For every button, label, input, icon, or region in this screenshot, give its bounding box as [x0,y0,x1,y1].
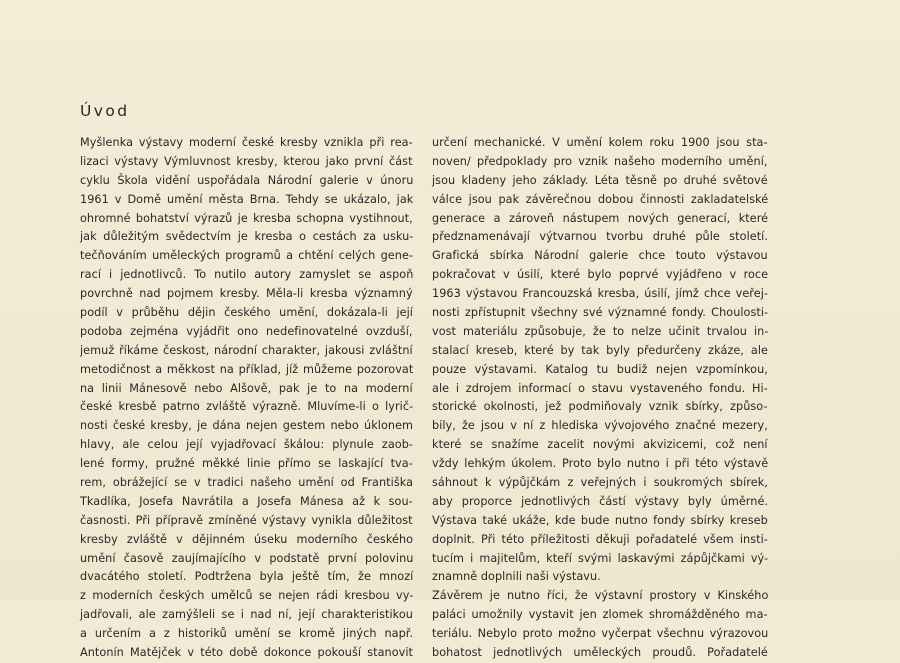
text-line: noven/ předpoklady pro vznik našeho moderního umění, [432,154,768,168]
text-line: tečňováním uměleckých programů a chtění celých gene- [80,249,414,263]
text-line: Myšlenka výstavy moderní české kresby vznikla při rea- [80,136,413,149]
text-line: jemuž říkáme českost, národní charakter, jakousi zvláštní [80,343,413,357]
text-line: bohatost jednotlivých uměleckých proudů. Pořadatelé [432,646,768,660]
text-line: jak důležitým svědectvím je kresba o cestách za usku- [80,230,414,244]
text-line: časnosti. Při přípravě zmíněné výstavy vynikla důležitost [80,513,413,527]
text-line: podoba zejména vyjádřit ono nedefinovatelné ovzduší, [80,324,413,338]
text-line: předznamenávají výtvarnou tvorbu druhé půle století. [432,230,768,244]
left-text-column [80,134,413,663]
text-line: metodičnost a měkkost na příklad, jíž můžeme pozorovat [80,362,414,376]
text-line: na linii Mánesově nebo Alšově, pak je to na moderní [80,381,413,395]
text-line: které se snažíme zacelit novými akvizicemi, což není [432,438,768,452]
text-line: umění časově zaujímajícího v podstatě první polovinu [80,551,414,565]
text-line: nosti české kresby, je dána nejen gestem nebo úklonem [80,419,414,433]
text-line: paláci umožnily vystavit jen zlomek shromážděného ma- [432,608,768,622]
text-line: znamně doplnili naši výstavu. [432,570,601,584]
text-line: podíl v průběhu dějin českého umění, dokázala-li její [80,306,413,320]
text-line: jadřovali, ale zamýšleli se i nad ní, její charakteristikou [80,608,413,622]
text-line: lené formy, pružné měkké linie přímo se laskající tva- [80,457,413,471]
text-line: české kresbě patrno zvláště výrazně. Mluvíme-li o lyrič- [80,400,414,414]
text-line: z moderních českých umělců se nejen rádi kresbou vy- [80,589,414,603]
text-line: válce jsou pak závěrečnou dobou činnosti zakladatelské [432,192,769,206]
text-line: jsou kladeny jeho základy. Léta těsně po druhé světové [432,173,768,187]
text-line: sáhnout k výpůjčkám z veřejných i soukromých sbírek, [432,476,768,490]
text-line: bily, že jsou v ní z hlediska vývojového značné mezery, [432,419,768,433]
text-line: storické okolnosti, jež podmiňovaly vznik sbírky, způso- [432,400,768,414]
text-line: Závěrem je nutno říci, že výstavní prostory v Kinského [432,589,769,603]
text-line: hlavy, ale celou její vyjadřovací škálou: plynule zaob- [80,438,414,452]
text-line: 1961 v Domě umění města Brna. Tehdy se ukázalo, jak [80,192,414,206]
text-line: pokračovat v úsilí, které bylo poprvé vyjádřeno v roce [432,268,769,282]
text-line: ohromné bohatství výrazů je kresba schopna vystihnout, [80,211,413,225]
text-line: nosti zpřístupnit všechny své významné fondy. Choulosti- [432,306,769,320]
text-line: Tkadlíka, Josefa Navrátila a Josefa Mánesa až k sou- [80,494,413,508]
text-line: pouze výstavami. Katalog tu budiž nejen vzpomínkou, [432,362,768,376]
text-line: ale i zdrojem informací o stavu vystaveného fondu. Hi- [432,381,768,395]
text-line: Grafická sbírka Národní galerie chce touto výstavou [432,249,768,263]
text-line: lizaci výstavy Výmluvnost kresby, kterou jako první část [80,154,413,168]
text-line: povrchně nad pojmem kresby. Měla-li kresba významný [80,287,413,301]
text-line: doplnit. Při této příležitosti děkuji pořadatelé všem insti- [432,532,768,546]
text-line: vždy lehkým úkolem. Proto bylo nutno i při této výstavě [432,457,769,471]
section-heading: Úvod [80,102,130,120]
text-line: teriálu. Nebylo proto možno vyčerpat všechnu výrazovou [432,627,769,641]
text-line: tucím i majitelům, kteří svými laskavými zápůjčkami vý- [432,551,769,565]
text-line: určení mechanické. V umění kolem roku 1900 jsou sta- [432,136,768,149]
text-line: generace a zároveň nástupem nových generací, které [432,211,769,225]
text-line: stalací kreseb, které by tak byly předurčeny zkáze, ale [432,343,768,357]
text-line: aby proporce jednotlivých částí výstavy byly úměrné. [432,494,769,508]
text-line: rem, obrážející se v tradici našeho umění od Františka [80,476,414,490]
text-line: a určením a z historiků umění se kromě jiných např. [80,627,414,641]
text-line: rací i jednotlivců. To nutilo autory zamyslet se aspoň [80,268,414,282]
text-line: dvacátého století. Podtržena byla ještě tím, že mnozí [80,570,414,584]
text-line: cyklu Škola vidění uspořádala Národní galerie v únoru [80,173,414,187]
text-line: kresby zvláště v dějinném úseku moderního českého [80,532,414,546]
right-text-column [432,134,768,663]
text-line: Antonín Matějček v této době dokonce pokouší stanovit [80,646,413,660]
text-line: vost materiálu způsobuje, že to nelze učinit trvalou in- [432,324,769,338]
text-line: 1963 výstavou Francouzská kresba, úsilí, jímž chce veřej- [432,287,768,301]
text-line: Výstava také ukáže, kde bude nutno fondy sbírky kreseb [432,513,768,527]
